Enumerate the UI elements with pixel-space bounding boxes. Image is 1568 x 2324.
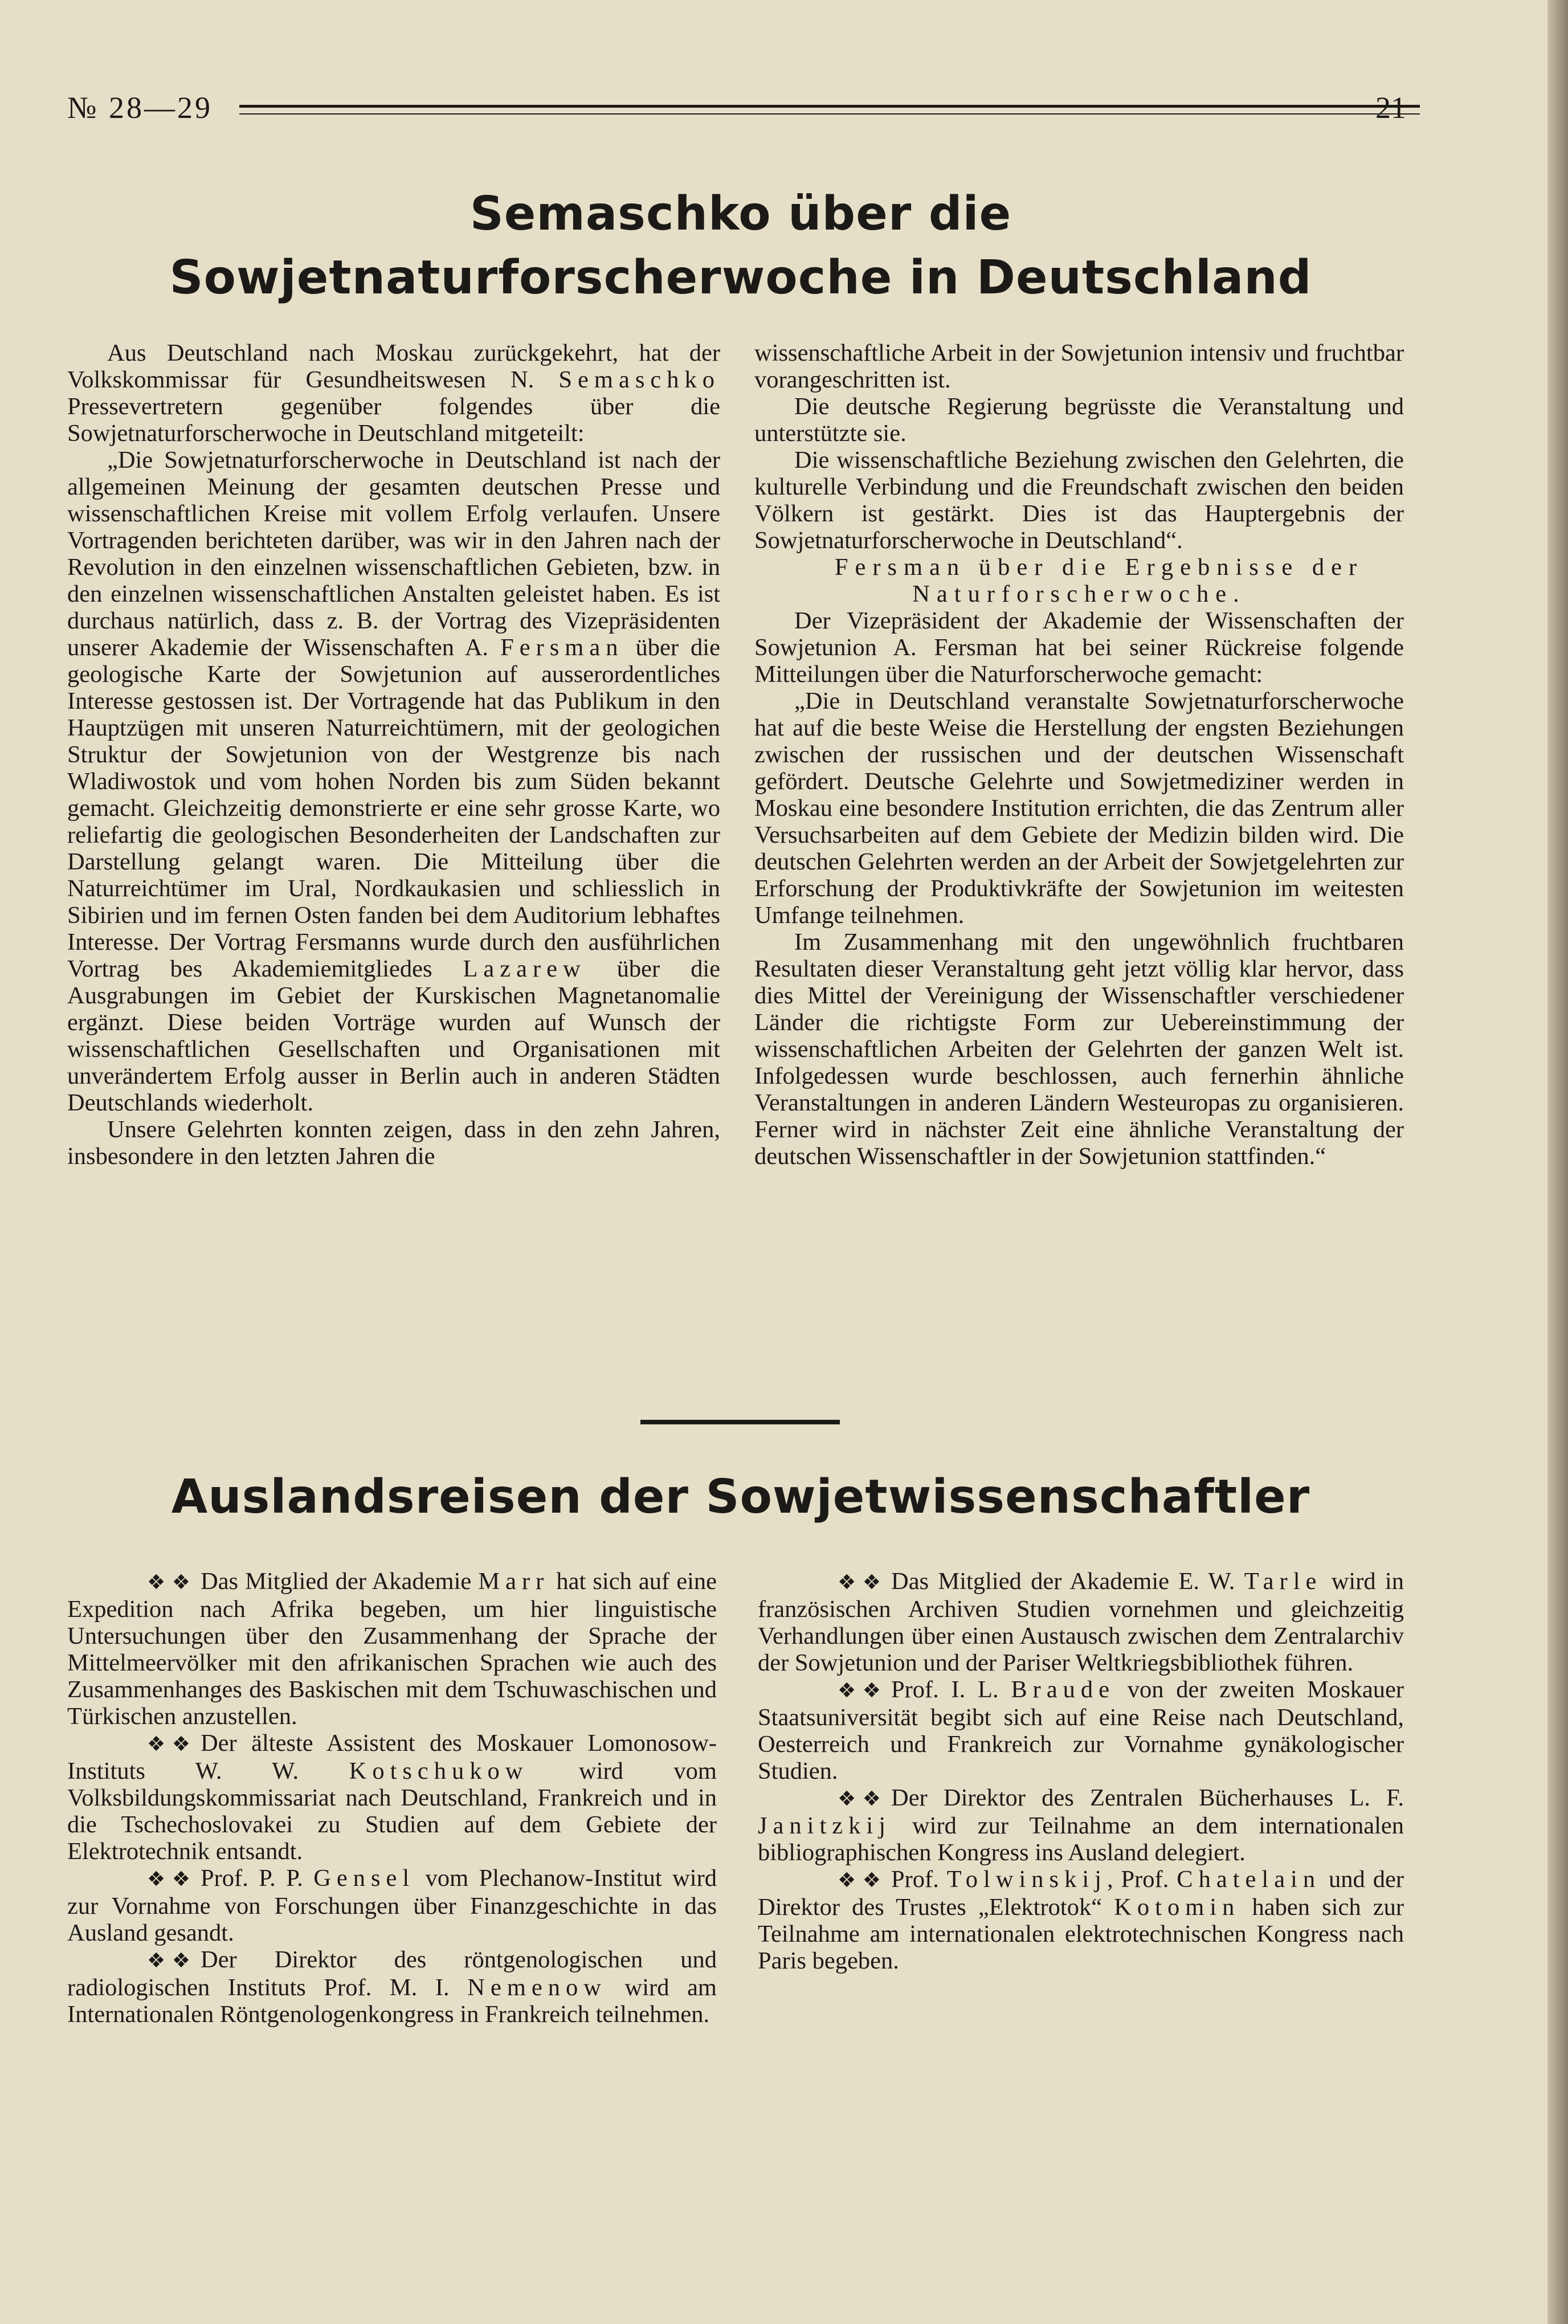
article1-column-right [754,340,1404,1170]
diamond-bullet-icon: ❖ ❖ [147,1571,190,1594]
text-run: Im Zusammenhang mit den ungewöhnlich fruchtbaren Resultaten dieser Veranstaltung geht jetzt völlig klar hervor, dass dies Mittel der Vereinigung der Wissenschaftler verschiedener Länder die richtigste Form zur Uebereinstimmung der wissenschaftlichen Arbeiten der Gelehrten der ganzen Welt ist. Infolgedessen wurde beschlossen, auch fernerhin ähnliche Veranstaltungen in anderen Ländern Westeuropas zu organisieren. Ferner wird in nächster Zeit eine ähnliche Veranstaltung der deutschen Wissenschaftler in der Sowjetunion stattfinden.“ [754,929,1404,1170]
text-run: wird zur Teilnahme an dem internationalen bibliographischen Kongress ins Ausland delegiert. [758,1812,1404,1866]
text-run: wird vom Volksbildungskommissariat nach Deutschland, Frankreich und in die Tschechoslovakei zu Studien auf dem Gebiete der Elektrotechnik entsandt. [67,1758,717,1865]
paragraph [754,929,1404,1170]
paragraph [754,340,1404,393]
subheading-fersman: Fersman über die Ergebnisse der Naturforscherwoche. [834,554,1364,607]
diamond-bullet-icon: ❖ ❖ [147,1949,190,1972]
spaced-name: Gensel [313,1865,415,1892]
spaced-name: Kotschukow [349,1758,529,1784]
text-run: Prof. I. L. [891,1676,1011,1703]
spaced-name: Marr [478,1568,550,1595]
text-run: vom Plechanow-Institut wird zur Vornahme von Forschungen über Finanzgeschichte in das Ausland gesandt. [67,1865,717,1946]
text-run: von der zweiten Moskauer Staatsuniversität begibt sich auf eine Reise nach Deutschland, Oesterreich und Frankreich zur Vornahme gynäkologischer Studien. [758,1676,1404,1784]
text-run: wird am Internationalen Röntgenologenkongress in Frankreich teilnehmen. [67,1974,717,2028]
text-run: Der Direktor des röntgenologischen und radiologischen Instituts Prof. M. I. [67,1946,717,2001]
paragraph [754,393,1404,447]
paragraph [67,340,720,447]
spaced-name: Kotomin [1114,1894,1240,1921]
article2-column-left [67,1568,717,2028]
diamond-bullet-icon: ❖ ❖ [838,1869,881,1892]
section-divider [640,1420,840,1424]
article1-right-paragraphs-2 [754,607,1404,1170]
spaced-name: Tolwinskij [946,1866,1107,1893]
paragraph [67,447,720,1116]
news-item [758,1676,1404,1784]
text-run: Prof. [891,1866,947,1893]
news-item [67,1730,717,1865]
text-run: „Die in Deutschland veranstalte Sowjetnaturforscherwoche hat auf die beste Weise die Herstellung der engsten Beziehungen zwischen der russischen und der deutschen Wissenschaft gefördert. Deutsche Gelehrte und Sowjetmediziner werden in Moskau eine besondere Institution errichten, die das Zentrum aller Versuchsarbeiten auf dem Gebiete der Medizin bilden wird. Die deutschen Gelehrten werden an der Arbeit der Sowjetgelehrten zur Erforschung der Produktivkräfte der Sowjetunion im weitesten Umfange teilnehmen. [754,688,1404,929]
header-rule [239,105,1420,115]
spaced-name: Lazarew [463,955,586,982]
news-item [67,1946,717,2028]
diamond-bullet-icon: ❖ ❖ [838,1679,881,1702]
paragraph [754,688,1404,929]
text-run: Die deutsche Regierung begrüsste die Veranstaltung und unterstützte sie. [754,393,1404,447]
page-number: 21 [1375,91,1406,125]
text-run: Der Direktor des Zentralen Bücherhauses L. F. [891,1784,1404,1811]
text-run: Prof. P. P. [201,1865,314,1892]
news-item [67,1865,717,1946]
text-run: Die wissenschaftliche Beziehung zwischen den Gelehrten, die kulturelle Verbindung und die Freundschaft zwischen den beiden Völkern ist gestärkt. Dies ist das Hauptergebnis der Sowjetnaturforscherwoche in Deutschland“. [754,447,1404,554]
spaced-name: Nemenow [467,1974,607,2001]
news-item [758,1568,1404,1676]
diamond-bullet-icon: ❖ ❖ [838,1787,881,1811]
text-run: wird in französischen Archiven Studien vornehmen und gleichzeitig Verhandlungen über einen Austausch zwischen dem Zentralarchiv der Sowjetunion und der Pariser Weltkriegsbibliothek führen. [758,1568,1404,1676]
text-run: hat sich auf eine Expedition nach Afrika begeben, um hier linguistische Untersuchungen über den Zusammenhang der Sprache der Mittelmeervölker mit den afrikanischen Sprachen wie auch des Zusammenhanges des Baskischen mit dem Tschuwaschischen und Türkischen anzustellen. [67,1568,717,1730]
spaced-name: Janitzkij [758,1812,891,1839]
spaced-name: Tarle [1244,1568,1322,1595]
text-run: „Die Sowjetnaturforscherwoche in Deutschland ist nach der allgemeinen Meinung der gesamten deutschen Presse und wissenschaftlichen Kreise mit vollem Erfolg verlaufen. Unsere Vortragenden berichteten darüber, was wir in den Jahren nach der Revolution in den einzelnen wissenschaftlichen Gebieten, bzw. in den einzelnen wissenschaftlichen Anstalten geleistet haben. Es ist durchaus natürlich, dass z. B. der Vortrag des Vizepräsidenten unserer Akademie der Wissenschaften A. [67,447,720,661]
article-title-auslandsreisen: Auslandsreisen der Sowjetwissenschaftler [171,1470,1310,1524]
text-run: Der Vizepräsident der Akademie der Wissenschaften der Sowjetunion A. Fersman hat bei seiner Rückreise folgende Mitteilungen über die Naturforscherwoche gemacht: [754,607,1404,688]
page-header [67,85,1406,131]
text-run: Pressevertretern gegenüber folgendes über die Sowjetnaturforscherwoche in Deutschland mitgeteilt: [67,393,720,447]
article1-right-paragraphs [754,340,1404,554]
article2-column-right [758,1568,1404,1974]
spaced-name: Braude [1011,1676,1116,1703]
paragraph [67,1116,720,1170]
diamond-bullet-icon: ❖ ❖ [147,1868,190,1891]
news-item [758,1784,1404,1866]
diamond-bullet-icon: ❖ ❖ [147,1733,190,1756]
text-run: wissenschaftliche Arbeit in der Sowjetunion intensiv und fruchtbar vorangeschritten ist. [754,340,1404,393]
spaced-name: Chatelain [1177,1866,1321,1893]
text-run: Das Mitglied der Akademie [201,1568,479,1595]
article1-column-left [67,340,720,1170]
text-run: Aus Deutschland nach Moskau zurückgekehrt, hat der Volkskommissar für Gesundheitswesen N. [67,340,720,393]
text-run: Unsere Gelehrten konnten zeigen, dass in den zehn Jahren, insbesondere in den letzten Jahren die [67,1116,720,1170]
text-run: Der älteste Assistent des Moskauer Lomonosow-Instituts W. W. [67,1730,717,1784]
text-run: Das Mitglied der Akademie E. W. [891,1568,1244,1595]
issue-number: № 28—29 [67,91,213,125]
spaced-name: Semaschko [558,366,720,393]
text-run: über die geologische Karte der Sowjetunion auf ausserordentliches Interesse gestossen ist. Der Vortragende hat das Publikum in den Hauptzügen mit unseren Naturreichtümern, mit der geologichen Struktur der Sowjetunion von der Westgrenze bis nach Wladiwostok und vom hohen Norden bis zum Süden bekannt gemacht. Gleichzeitig demonstrierte er eine sehr grosse Karte, wo reliefartig die geologischen Besonderheiten der Landschaften zur Darstellung gelangt waren. Die Mitteilung über die Naturreichtümer im Ural, Nordkaukasien und schliesslich in Sibirien und im fernen Osten fanden bei dem Auditorium lebhaftes Interesse. Der Vortrag Fersmanns wurde durch den ausführlichen Vortrag bes Akademiemitgliedes [67,634,720,982]
news-item [758,1866,1404,1974]
article-title-semaschko: Semaschko über die Sowjetnaturforscherwoche in Deutschland [169,187,1312,305]
news-item [67,1568,717,1730]
text-run: , Prof. [1106,1866,1177,1893]
diamond-bullet-icon: ❖ ❖ [838,1571,881,1594]
paragraph [754,447,1404,554]
text-run: über die Ausgrabungen im Gebiet der Kurskischen Magnetanomalie ergänzt. Diese beiden Vorträge wurden auf Wunsch der wissenschaftlichen Gesellschaften und Organisationen mit unverändertem Erfolg ausser in Berlin auch in anderen Städten Deutschlands wiederholt. [67,955,720,1116]
paragraph [754,607,1404,688]
text-run: und der Direktor des Trustes „Elektrotok“ [758,1866,1404,1921]
spaced-name: Fersman [500,634,624,661]
text-run: haben sich zur Teilnahme am internationalen elektrotechnischen Kongress nach Paris begeben. [758,1894,1404,1974]
